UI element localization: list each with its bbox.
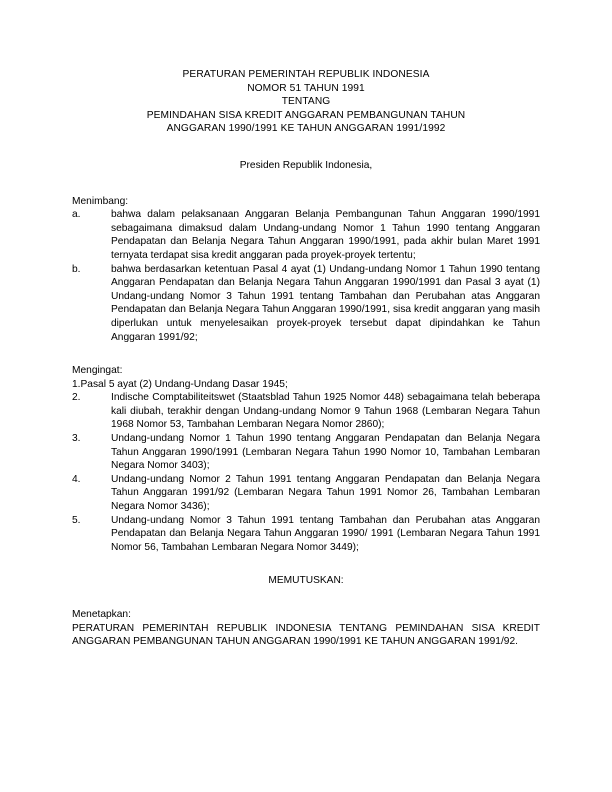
opening-line: Presiden Republik Indonesia,	[239, 159, 373, 171]
list-item-text: bahwa dalam pelaksanaan Anggaran Belanja Pembangunan Tahun Anggaran 1990/1991 sebagaimana dimaksud dalam Undang-undang Nomor 1 Tahun 1990 tentang Anggaran Pendapatan dan Belanja Negara Tahun Anggaran 1990/1991, pada akhir bulan Maret 1991 ternyata terdapat sisa kredit anggaran pada proyek-proyek tertentu;	[111, 209, 540, 261]
stipulating-label: Menetapkan:	[72, 609, 131, 620]
considering-section	[72, 195, 540, 345]
document-content	[72, 68, 540, 649]
recalling-item-3	[72, 432, 540, 473]
considering-list	[72, 208, 540, 344]
recalling-section	[72, 364, 540, 554]
list-marker: 3.	[72, 433, 81, 445]
list-marker: 1.	[72, 378, 81, 390]
list-marker: 4.	[72, 473, 81, 485]
recalling-item-2	[72, 391, 540, 432]
recalling-list	[72, 378, 540, 555]
list-item-text: bahwa berdasarkan ketentuan Pasal 4 ayat (1) Undang-undang Nomor 1 Tahun 1990 tentang Anggaran Pendapatan dan Belanja Negara Tahun Anggaran 1990/1991 dan Pasal 3 ayat (1) Undang-undang Nomor 3 Tahun 1991 tentang Tambahan dan Perubahan atas Anggaran Pendapatan dan Belanja Negara Tahun Anggaran 1990/1991, sisa kredit anggaran yang masih diperlukan untuk menyelesaikan proyek-proyek tersebut dapat dipindahkan ke Tahun Anggaran 1991/92;	[111, 263, 540, 343]
considering-item-a	[72, 208, 540, 262]
recalling-item-5	[72, 514, 540, 555]
considering-label: Menimbang:	[72, 195, 129, 207]
recalling-item-4	[72, 473, 540, 514]
considering-item-b	[72, 263, 540, 345]
list-item-text: Undang-undang Nomor 2 Tahun 1991 tentang Anggaran Pendapatan dan Belanja Negara Tahun Anggaran 1991/92 (Lembaran Negara Tahun 1991 Nomor 26, Tambahan Lembaran Negara Nomor 3436);	[111, 473, 540, 513]
list-item-text: Undang-undang Nomor 3 Tahun 1991 tentang Tambahan dan Perubahan atas Anggaran Pendapatan dan Belanja Negara Tahun Anggaran 1990/ 1991 (Lembaran Negara Tahun 1991 Nomor 56, Tambahan Lembaran Negara Nomor 3449);	[111, 514, 540, 553]
recalling-label: Mengingat:	[72, 365, 123, 377]
title-line-4: PEMINDAHAN SISA KREDIT ANGGARAN PEMBANGUNAN TAHUN	[146, 109, 466, 121]
list-item-text: Indische Comptabiliteitswet (Staatsblad Tahun 1925 Nomor 448) sebagaimana telah beberapa kali diubah, terakhir dengan Undang-undang Nomor 9 Tahun 1968 (Lembaran Negara Tahun 1968 Nomor 53, Tambahan Lembaran Negara Nomor 2860);	[111, 392, 540, 431]
list-marker: a.	[72, 209, 81, 221]
list-marker: 2.	[72, 392, 81, 404]
stipulating-section	[72, 608, 540, 649]
title-line-3: TENTANG	[281, 96, 331, 108]
list-item-text: Pasal 5 ayat (2) Undang-Undang Dasar 1945;	[80, 378, 288, 390]
list-marker: b.	[72, 263, 81, 275]
deciding-heading: MEMUTUSKAN:	[268, 575, 344, 587]
list-item-text: Undang-undang Nomor 1 Tahun 1990 tentang Anggaran Pendapatan dan Belanja Negara Tahun Anggaran 1990/1991 (Lembaran Negara Tahun 1990 Nomor 10, Tambahan Lembaran Negara Nomor 3403);	[111, 433, 540, 472]
list-marker: 5.	[72, 514, 81, 526]
recalling-item-1	[72, 378, 540, 392]
title-line-1: PERATURAN PEMERINTAH REPUBLIK INDONESIA	[182, 69, 430, 80]
stipulating-text: PERATURAN PEMERINTAH REPUBLIK INDONESIA TENTANG PEMINDAHAN SISA KREDIT ANGGARAN PEMBANGUNAN TAHUN ANGGARAN 1990/1991 KE TAHUN ANGGARAN 1991/92.	[72, 622, 540, 648]
title-line-2: NOMOR 51 TAHUN 1991	[247, 82, 365, 94]
title-line-5: ANGGARAN 1990/1991 KE TAHUN ANGGARAN 1991/1992	[166, 123, 446, 135]
document-title-block	[72, 68, 540, 136]
